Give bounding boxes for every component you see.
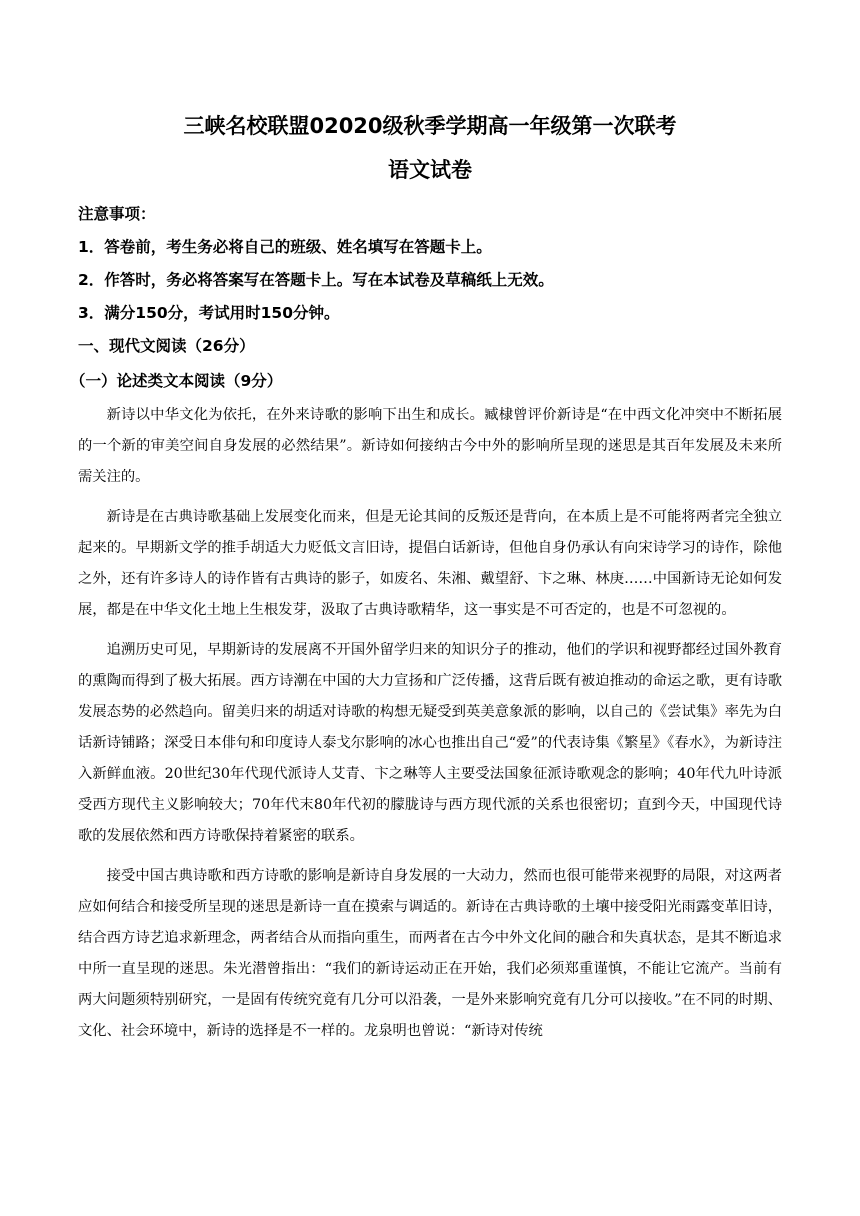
notice-heading: 注意事项：: [78, 205, 156, 223]
passage-paragraph-4: 接受中国古典诗歌和西方诗歌的影响是新诗自身发展的一大动力，然而也很可能带来视野的局限，对这两者应如何结合和接受所呈现的迷思是新诗一直在摸索与调适的。新诗在古典诗歌的土壤中接受阳光雨露变革旧诗，结合西方诗艺追求新理念，两者结合从而指向重生，而两者在古今中外文化间的融合和失真状态，是其不断追求中所一直呈现的迷思。朱光潜曾指出：“我们的新诗运动正在开始，我们必须郑重谨慎，不能让它流产。当前有两大问题须特别研究，一是固有传统究竟有几分可以沿袭，一是外来影响究竟有几分可以接收。”在不同的时期、文化、社会环境中，新诗的选择是不一样的。龙泉明也曾说：“新诗对传统: [78, 868, 782, 1039]
reading-passage: [78, 400, 782, 1047]
exam-subtitle: 语文试卷: [388, 158, 472, 182]
section-subheading: （一）论述类文本阅读（9分）: [70, 372, 283, 390]
section-heading: 一、现代文阅读（26分）: [78, 337, 255, 355]
notice-item-1: 1．答卷前，考生务必将自己的班级、姓名填写在答题卡上。: [78, 238, 492, 256]
notice-item-2: 2．作答时，务必将答案写在答题卡上。写在本试卷及草稿纸上无效。: [78, 271, 554, 289]
exam-title: 三峡名校联盟02020级秋季学期高一年级第一次联考: [183, 114, 677, 138]
passage-paragraph-3: 追溯历史可见，早期新诗的发展离不开国外留学归来的知识分子的推动，他们的学识和视野都经过国外教育的熏陶而得到了极大拓展。西方诗潮在中国的大力宣扬和广泛传播，这背后既有被迫推动的命运之歌，更有诗歌发展态势的必然趋向。留美归来的胡适对诗歌的构想无疑受到英美意象派的影响，以自己的《尝试集》率先为白话新诗铺路；深受日本俳句和印度诗人泰戈尔影响的冰心也推出自己“爱”的代表诗集《繁星》《春水》，为新诗注入新鲜血液。20世纪30年代现代派诗人艾青、卞之琳等人主要受法国象征派诗歌观念的影响；40年代九叶诗派受西方现代主义影响较大；70年代末80年代初的朦胧诗与西方现代派的关系也很密切；直到今天，中国现代诗歌的发展依然和西方诗歌保持着紧密的联系。: [78, 642, 782, 844]
passage-paragraph-1: 新诗以中华文化为依托，在外来诗歌的影响下出生和成长。臧棣曾评价新诗是“在中西文化冲突中不断拓展的一个新的审美空间自身发展的必然结果”。新诗如何接纳古今中外的影响所呈现的迷思是其百年发展及未来所需关注的。: [78, 407, 782, 485]
passage-paragraph-2: 新诗是在古典诗歌基础上发展变化而来，但是无论其间的反叛还是背向，在本质上是不可能将两者完全独立起来的。早期新文学的推手胡适大力贬低文言旧诗，提倡白话新诗，但他自身仍承认有向宋诗学习的诗作，除他之外，还有许多诗人的诗作皆有古典诗的影子，如废名、朱湘、戴望舒、卞之琳、林庚……中国新诗无论如何发展，都是在中华文化土地上生根发芽，汲取了古典诗歌精华，这一事实是不可否定的，也是不可忽视的。: [78, 509, 782, 618]
notice-item-3: 3．满分150分，考试用时150分钟。: [78, 304, 340, 322]
